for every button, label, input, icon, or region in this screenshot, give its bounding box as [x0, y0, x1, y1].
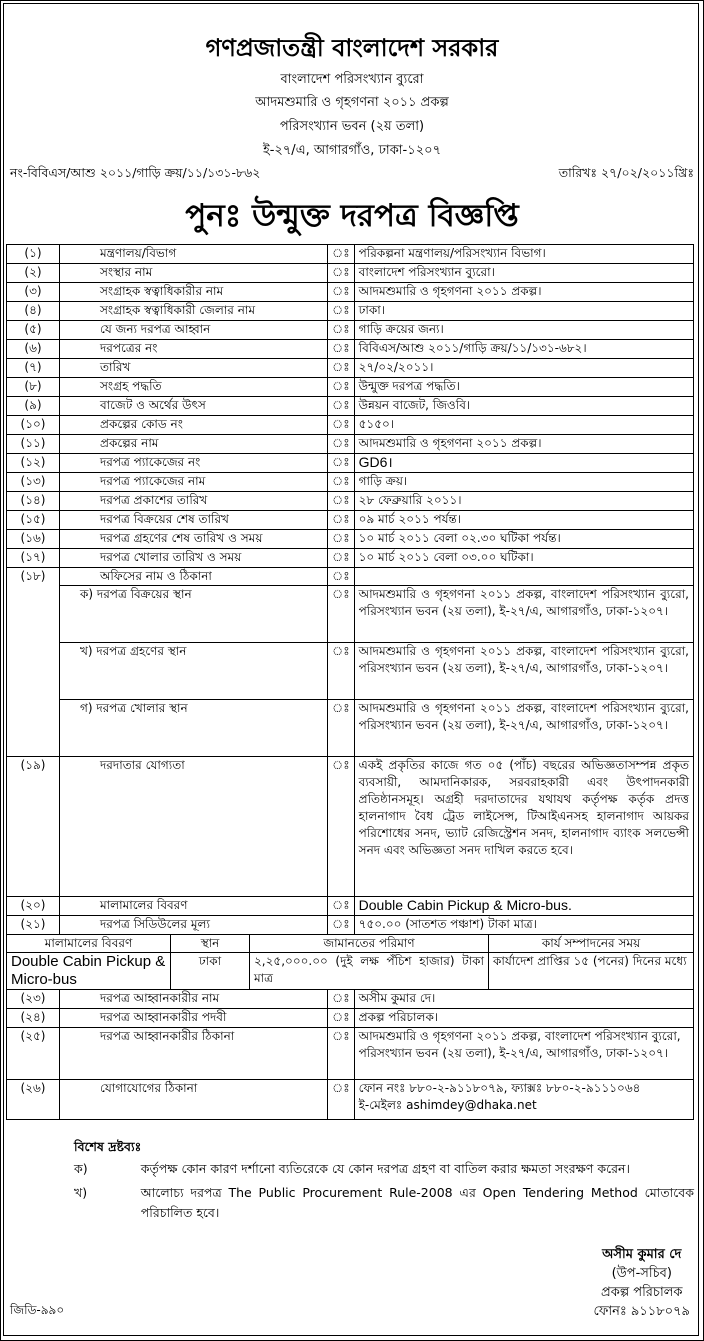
row-value: Double Cabin Pickup & Micro-bus.	[354, 897, 693, 916]
row-value: অসীম কুমার দে।	[354, 990, 693, 1009]
table-row	[7, 1080, 694, 1120]
row-number: (১১)	[7, 435, 60, 454]
row-value: আদমশুমারি ও গৃহগণনা ২০১১ প্রকল্প।	[354, 283, 693, 302]
note-item: ক) কর্তৃপক্ষ কোন কারণ দর্শানো ব্যতিরেকে যে কোন দরপত্র গ্রহণ বা বাতিল করার ক্ষমতা সংরক্ষণ করেন।	[74, 1161, 630, 1176]
table-row	[7, 586, 694, 643]
row-number: (১৫)	[7, 511, 60, 530]
row-number: (২১)	[7, 916, 60, 935]
row-colon: ঃ	[328, 530, 355, 549]
row-label: তারিখ	[60, 359, 328, 378]
row-value	[354, 568, 693, 586]
table-row	[7, 1028, 694, 1080]
table-row	[7, 643, 694, 700]
table-row	[7, 264, 694, 283]
table-row	[7, 916, 694, 935]
row-number: (২৪)	[7, 1009, 60, 1028]
row-number: (২৩)	[7, 990, 60, 1009]
row-number: (১৩)	[7, 473, 60, 492]
row-colon: ঃ	[328, 454, 355, 473]
address-line: ই-২৭/এ, আগারগাঁও, ঢাকা-১২০৭	[262, 143, 442, 158]
row-number: (১৭)	[7, 549, 60, 568]
gd-number: জিডি-৯৯০	[10, 1303, 65, 1317]
row-label: গ) দরপত্র খোলার স্থান	[60, 700, 328, 757]
row-colon: ঃ	[328, 757, 355, 897]
row-colon: ঃ	[328, 990, 355, 1009]
row-colon: ঃ	[328, 264, 355, 283]
row-value: আদমশুমারি ও গৃহগণনা ২০১১ প্রকল্প, বাংলাদেশ পরিসংখ্যান ব্যুরো, পরিসংখ্যান ভবন (২য় তলা), ই-২৭/এ, আগারগাঁও, ঢাকা-১২০৭।	[354, 586, 693, 643]
notice-date: তারিখঃ ২৭/০২/২০১১খ্রিঃ	[558, 165, 694, 180]
row-value: ঢাকা।	[354, 302, 693, 321]
goods-cell	[7, 935, 694, 990]
row-colon: ঃ	[328, 321, 355, 340]
row-value: আদমশুমারি ও গৃহগণনা ২০১১ প্রকল্প, বাংলাদেশ পরিসংখ্যান ব্যুরো, পরিসংখ্যান ভবন (২য় তলা), ই-২৭/এ, আগারগাঁও, ঢাকা-১২০৭।	[354, 1028, 693, 1080]
table-row	[7, 416, 694, 435]
row-label: দরপত্র প্রকাশের তারিখ	[60, 492, 328, 511]
goods-header: জামানতের পরিমাণ	[250, 935, 489, 953]
row-colon: ঃ	[328, 568, 355, 586]
table-row	[7, 700, 694, 757]
row-label: সংস্থার নাম	[60, 264, 328, 283]
signature-block	[594, 1245, 690, 1321]
bureau-line: বাংলাদেশ পরিসংখ্যান ব্যুরো	[280, 72, 424, 87]
row-value: উন্মুক্ত দরপত্র পদ্ধতি।	[354, 378, 693, 397]
row-colon: ঃ	[328, 897, 355, 916]
goods-header: মালামালের বিবরণ	[7, 935, 171, 953]
table-row	[7, 473, 694, 492]
row-colon: ঃ	[328, 511, 355, 530]
row-number: (২৬)	[7, 1080, 60, 1120]
tender-table	[6, 244, 694, 1120]
goods-security: ২,২৫,০০০.০০ (দুই লক্ষ পঁচিশ হাজার) টাকা মাত্র	[250, 953, 489, 990]
row-colon: ঃ	[328, 302, 355, 321]
row-number: (৫)	[7, 321, 60, 340]
row-label: সংগ্রাহক স্বত্বাধিকারী জেলার নাম	[60, 302, 328, 321]
row-value: ৭৫০.০০ (সাতশত পঞ্চাশ) টাকা মাত্র।	[354, 916, 693, 935]
row-colon: ঃ	[328, 359, 355, 378]
goods-description: Double Cabin Pickup & Micro-bus	[7, 953, 171, 990]
goods-header: কার্য সম্পাদনের সময়	[489, 935, 694, 953]
note-item: খ) আলোচ্য দরপত্র The Public Procurement Rule-2008 এর Open Tendering Method মোতাবেক পরিচালিত হবে।	[74, 1185, 694, 1220]
row-label: দরপত্র খোলার তারিখ ও সময়	[60, 549, 328, 568]
table-row	[7, 340, 694, 359]
row-label: দরপত্র প্যাকেজের নাম	[60, 473, 328, 492]
contact-phone: ফোন নংঃ ৮৮০-২-৯১১৮০৭৯, ফ্যাক্সঃ ৮৮০-২-৯১১১০৬৪	[358, 1081, 641, 1095]
row-label: মন্ত্রণালয়/বিভাগ	[60, 245, 328, 264]
row-value: ৫১৫০।	[354, 416, 693, 435]
row-colon: ঃ	[328, 473, 355, 492]
row-label: যোগাযোগের ঠিকানা	[60, 1080, 328, 1120]
reference-number: নং-বিবিএস/আশু ২০১১/গাড়ি ক্রয়/১১/১৩১-৮৬২	[10, 165, 261, 180]
row-label: সংগ্রাহক স্বত্বাধিকারীর নাম	[60, 283, 328, 302]
row-colon: ঃ	[328, 245, 355, 264]
goods-place: ঢাকা	[171, 953, 250, 990]
row-number: (১৬)	[7, 530, 60, 549]
row-number: (১)	[7, 245, 60, 264]
table-row	[7, 1009, 694, 1028]
row-label: সংগ্রহ পদ্ধতি	[60, 378, 328, 397]
signatory-phone: ফোনঃ ৯১১৮০৭৯	[593, 1304, 690, 1319]
govt-heading: গণপ্রজাতন্ত্রী বাংলাদেশ সরকার	[205, 34, 499, 62]
row-colon: ঃ	[328, 549, 355, 568]
row-colon: ঃ	[328, 378, 355, 397]
goods-table	[7, 935, 693, 989]
row-number: (১৮)	[7, 568, 60, 757]
row-number: (১৪)	[7, 492, 60, 511]
goods-time: কার্যাদেশ প্রাপ্তির ১৫ (পনের) দিনের মধ্যে	[489, 953, 694, 990]
table-row	[7, 302, 694, 321]
row-number: (৩)	[7, 283, 60, 302]
building-line: পরিসংখ্যান ভবন (২য় তলা)	[279, 119, 425, 134]
notes-heading: বিশেষ দ্রষ্টব্যঃ	[74, 1139, 142, 1154]
row-label: অফিসের নাম ও ঠিকানা	[60, 568, 328, 586]
row-value: ১০ মার্চ ২০১১ বেলা ০২.৩০ ঘটিকা পর্যন্ত।	[354, 530, 693, 549]
table-row	[7, 568, 694, 586]
row-value: গাড়ি ক্রয়ের জন্য।	[354, 321, 693, 340]
table-row	[7, 435, 694, 454]
row-label: দরপত্র গ্রহণের শেষ তারিখ ও সময়	[60, 530, 328, 549]
row-label: দরপত্র বিক্রয়ের শেষ তারিখ	[60, 511, 328, 530]
row-number: (২৫)	[7, 1028, 60, 1080]
table-row	[7, 530, 694, 549]
row-label: দরপত্র আহ্বানকারীর নাম	[60, 990, 328, 1009]
row-value: ০৯ মার্চ ২০১১ পর্যন্ত।	[354, 511, 693, 530]
table-row	[7, 397, 694, 416]
row-label: দরপত্র আহ্বানকারীর পদবী	[60, 1009, 328, 1028]
row-label: দরপত্র আহ্বানকারীর ঠিকানা	[60, 1028, 328, 1080]
row-value: প্রকল্প পরিচালক।	[354, 1009, 693, 1028]
row-value: পরিকল্পনা মন্ত্রণালয়/পরিসংখ্যান বিভাগ।	[354, 245, 693, 264]
table-row	[7, 359, 694, 378]
row-number: (১০)	[7, 416, 60, 435]
table-row	[7, 321, 694, 340]
table-row	[7, 897, 694, 916]
project-line: আদমশুমারি ও গৃহগণনা ২০১১ প্রকল্প	[255, 95, 449, 110]
row-label: মালামালের বিবরণ	[60, 897, 328, 916]
row-number: (১২)	[7, 454, 60, 473]
row-value: আদমশুমারি ও গৃহগণনা ২০১১ প্রকল্প, বাংলাদেশ পরিসংখ্যান ব্যুরো, পরিসংখ্যান ভবন (২য় তলা), ই-২৭/এ, আগারগাঁও, ঢাকা-১২০৭।	[354, 643, 693, 700]
contact-email[interactable]: ই-মেইলঃ ashimdey@dhaka.net	[358, 1098, 537, 1112]
table-row	[7, 757, 694, 897]
row-colon: ঃ	[328, 435, 355, 454]
table-row	[7, 454, 694, 473]
row-value: আদমশুমারি ও গৃহগণনা ২০১১ প্রকল্প।	[354, 435, 693, 454]
row-colon: ঃ	[328, 1080, 355, 1120]
row-colon: ঃ	[328, 643, 355, 700]
row-value: ১০ মার্চ ২০১১ বেলা ০৩.০০ ঘটিকা।	[354, 549, 693, 568]
row-colon: ঃ	[328, 916, 355, 935]
row-label: দরপত্র প্যাকেজের নং	[60, 454, 328, 473]
table-row	[7, 511, 694, 530]
row-value: উন্নয়ন বাজেট, জিওবি।	[354, 397, 693, 416]
row-label: দরদাতার যোগ্যতা	[60, 757, 328, 897]
table-row	[7, 492, 694, 511]
row-colon: ঃ	[328, 416, 355, 435]
notice-title: পুনঃ উন্মুক্ত দরপত্র বিজ্ঞপ্তি	[185, 198, 519, 234]
row-value: বাংলাদেশ পরিসংখ্যান ব্যুরো।	[354, 264, 693, 283]
table-row	[7, 245, 694, 264]
row-value: গাড়ি ক্রয়।	[354, 473, 693, 492]
row-label: যে জন্য দরপত্র আহ্বান	[60, 321, 328, 340]
row-value: ২৮ ফেব্রুয়ারি ২০১১।	[354, 492, 693, 511]
goods-header: স্থান	[171, 935, 250, 953]
row-value: বিবিএস/আশু ২০১১/গাড়ি ক্রয়/১১/১৩১-৬৮২।	[354, 340, 693, 359]
row-label: প্রকল্পের কোড নং	[60, 416, 328, 435]
table-row	[7, 990, 694, 1009]
row-value: আদমশুমারি ও গৃহগণনা ২০১১ প্রকল্প, বাংলাদেশ পরিসংখ্যান ব্যুরো, পরিসংখ্যান ভবন (২য় তলা), ই-২৭/এ, আগারগাঁও, ঢাকা-১২০৭।	[354, 700, 693, 757]
row-label: দরপত্রের নং	[60, 340, 328, 359]
table-row	[7, 378, 694, 397]
row-colon: ঃ	[328, 1028, 355, 1080]
row-value: ২৭/০২/২০১১।	[354, 359, 693, 378]
contact-value	[354, 1080, 693, 1120]
row-label: খ) দরপত্র গ্রহণের স্থান	[60, 643, 328, 700]
row-number: (৯)	[7, 397, 60, 416]
special-notes	[6, 1139, 694, 1227]
row-number: (২০)	[7, 897, 60, 916]
table-row	[7, 283, 694, 302]
row-colon: ঃ	[328, 283, 355, 302]
goods-header-row	[7, 935, 694, 990]
row-label: বাজেট ও অর্থের উৎস	[60, 397, 328, 416]
row-number: (৮)	[7, 378, 60, 397]
row-number: (৪)	[7, 302, 60, 321]
signatory-rank: (উপ-সচিব)	[611, 1266, 672, 1281]
row-label: প্রকল্পের নাম	[60, 435, 328, 454]
row-value: GD6।	[354, 454, 693, 473]
row-value: একই প্রকৃতির কাজে গত ০৫ (পাঁচ) বছরের অভিজ্ঞতাসম্পন্ন প্রকৃত ব্যবসায়ী, আমদানিকারক, সরবরাহকারী এবং উৎপাদনকারী প্রতিষ্ঠানসমূহ। অগ্রহী দরদাতাদের যথাযথ কর্তৃপক্ষ কর্তৃক প্রদত্ত হালনাগাদ বৈধ ট্রেড লাইসেন্স, টিআইএনসহ হালনাগাদ আয়কর পরিশোধের সনদ, ভ্যাট রেজিস্ট্রেশন সনদ, হালনাগাদ ব্যাংক সলভেন্সী সনদ এবং অভিজ্ঞতা সনদ দাখিল করতে হবে।	[354, 757, 693, 897]
row-colon: ঃ	[328, 492, 355, 511]
row-colon: ঃ	[328, 1009, 355, 1028]
reference-row	[10, 165, 694, 185]
row-label: ক) দরপত্র বিক্রয়ের স্থান	[60, 586, 328, 643]
row-colon: ঃ	[328, 586, 355, 643]
row-number: (৭)	[7, 359, 60, 378]
table-row	[7, 549, 694, 568]
row-colon: ঃ	[328, 340, 355, 359]
row-number: (৬)	[7, 340, 60, 359]
signatory-name: অসীম কুমার দে	[602, 1247, 682, 1262]
row-colon: ঃ	[328, 700, 355, 757]
row-number: (২)	[7, 264, 60, 283]
row-number: (১৯)	[7, 757, 60, 897]
row-label: দরপত্র সিডিউলের মূল্য	[60, 916, 328, 935]
signatory-post: প্রকল্প পরিচালক	[601, 1285, 683, 1300]
row-colon: ঃ	[328, 397, 355, 416]
